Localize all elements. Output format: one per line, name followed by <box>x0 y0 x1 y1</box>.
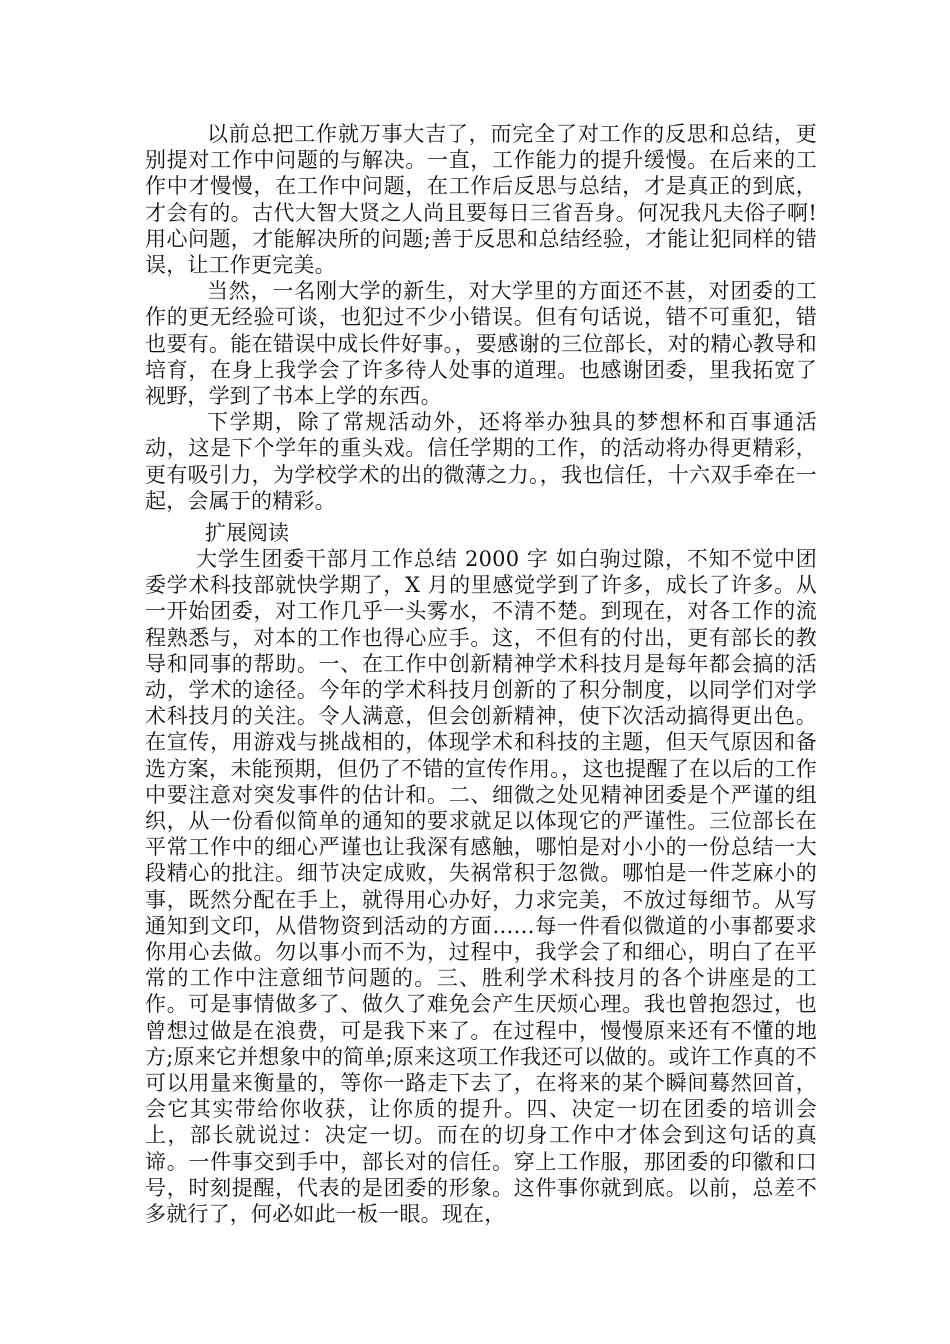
paragraph-next-semester: 下学期，除了常规活动外，还将举办独具的梦想杯和百事通活动，这是下个学年的重头戏。信任学期的工作，的活动将办得更精彩，更有吸引力，为学校学术的出的微薄之力。，我也信任，十六双手牵在一起，会属于的精彩。 <box>145 410 817 513</box>
paragraph-reflection: 以前总把工作就万事大吉了，而完全了对工作的反思和总结，更别提对工作中问题的与解决。一直，工作能力的提升缓慢。在后来的工作中才慢慢，在工作中问题，在工作后反思与总结，才是真正的到底，才会有的。古代大智大贤之人尚且要每日三省吾身。何况我凡夫俗子啊!用心问题，才能解决所的问题;善于反思和总结经验，才能让犯同样的错误，让工作更完美。 <box>145 122 817 278</box>
paragraph-monthly-summary: 大学生团委干部月工作总结 2000 字 如白驹过隙，不知不觉中团委学术科技部就快学期了，X 月的里感觉学到了许多，成长了许多。从一开始团委，对工作几乎一头雾水，不清不楚。到现在，对各工作的流程熟悉与，对本的工作也得心应手。这，不但有的付出，更有部长的教导和同事的帮助。一、在工作中创新精神学术科技月是每年都会搞的活动，学术的途径。今年的学术科技月创新的了积分制度，以同学们对学术科技月的关注。令人满意，但会创新精神，使下次活动搞得更出色。在宣传，用游戏与挑战相的，体现学术和科技的主题，但天气原因和备选方案，未能预期，但仍了不错的宣传作用。，这也提醒了在以后的工作中要注意对突发事件的估计和。二、细微之处见精神团委是个严谨的组织，从一份看似简单的通知的要求就足以体现它的严谨性。三位部长在平常工作中的细心严谨也让我深有感触，哪怕是对小小的一份总结一大段精心的批注。细节决定成败，失祸常积于忽微。哪怕是一件芝麻小的事，既然分配在手上，就得用心办好，力求完美，不放过每细节。从写通知到文印，从借物资到活动的方面……每一件看似微道的小事都要求你用心去做。勿以事小而不为，过程中，我学会了和细心，明白了在平常的工作中注意细节问题的。三、胜利学术科技月的各个讲座是的工作。可是事情做多了、做久了难免会产生厌烦心理。我也曾抱怨过，也曾想过做是在浪费，可是我下来了。在过程中，慢慢原来还有不懂的地方;原来它并想象中的简单;原来这项工作我还可以做的。或许工作真的不可以用量来衡量的，等你一路走下去了，在将来的某个瞬间蓦然回首，会它其实带给你收获，让你质的提升。四、决定一切在团委的培训会上，部长就说过：决定一切。而在的切身工作中才体会到这句话的真谛。一件事交到手中，部长对的信任。穿上工作服，那团委的印徽和口号，时刻提醒，代表的是团委的形象。这件事你就到底。以前，总差不多就行了，何必如此一板一眼。现在， <box>145 547 817 1227</box>
paragraph-gratitude: 当然，一名刚大学的新生，对大学里的方面还不甚，对团委的工作的更无经验可谈，也犯过不少小错误。但有句话说，错不可重犯，错也要有。能在错误中成长件好事。，要感谢的三位部长，对的精心教导和培育，在身上我学会了许多待人处事的道理。也感谢团委，里我拓宽了视野，学到了书本上学的东西。 <box>145 279 817 409</box>
top-text-section <box>145 121 817 514</box>
extended-reading-heading: 扩展阅读 <box>205 521 289 545</box>
bottom-text-section <box>145 546 817 1227</box>
